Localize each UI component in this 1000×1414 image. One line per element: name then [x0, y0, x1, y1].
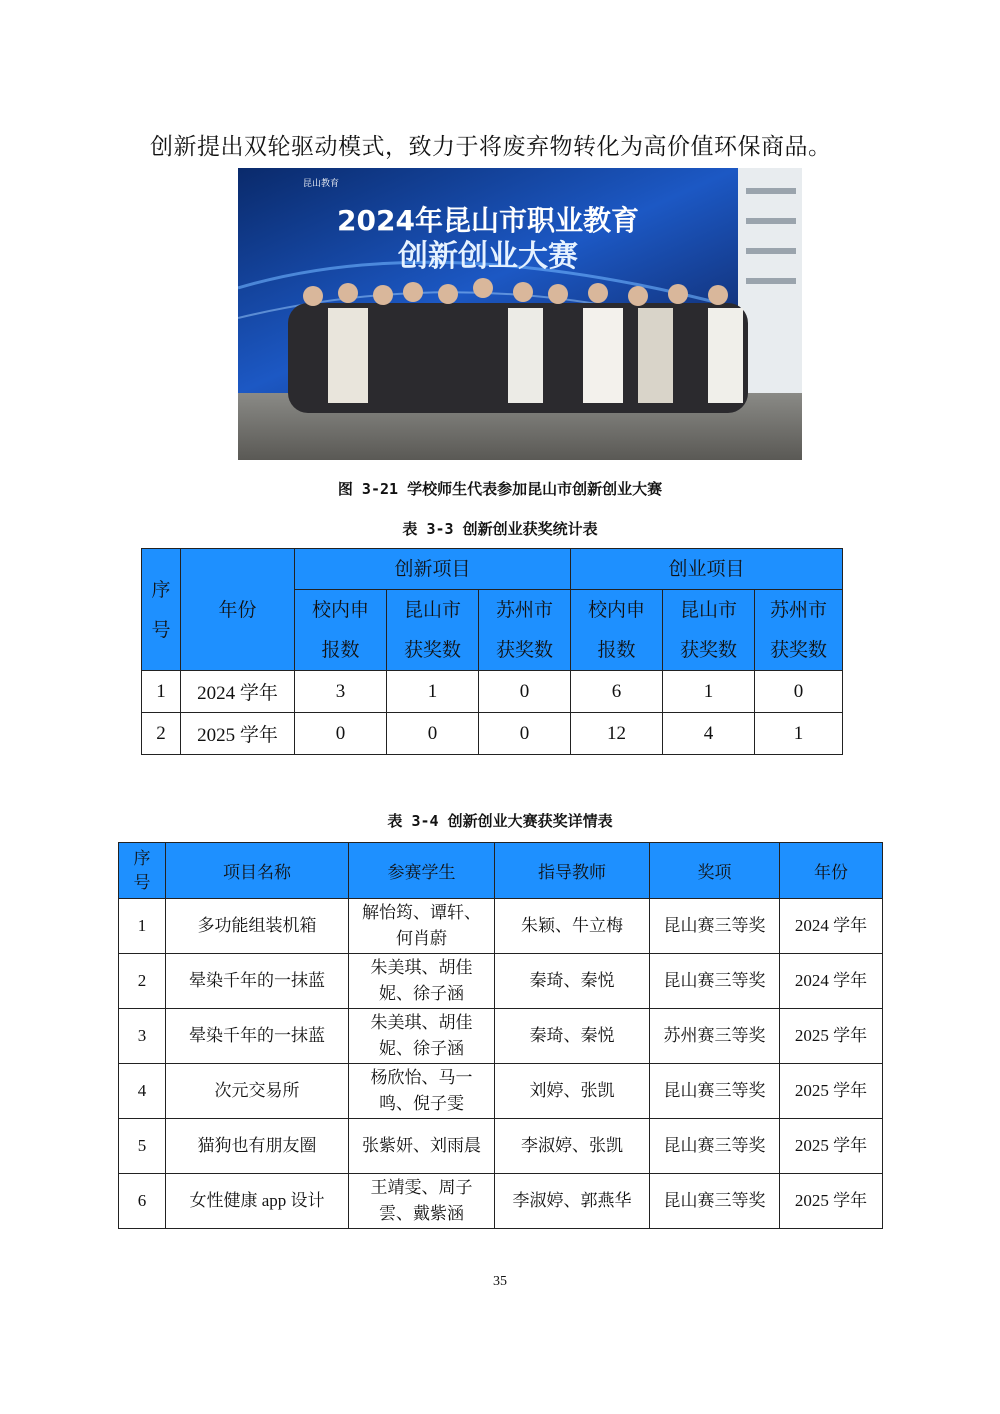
cell: 刘婷、张凯 — [495, 1064, 650, 1119]
cell: 2024 学年 — [780, 899, 883, 954]
header-seq: 序号 — [142, 549, 181, 671]
header-sub: 昆山市获奖数 — [387, 590, 479, 671]
cell: 6 — [571, 671, 663, 713]
table-row — [119, 1064, 883, 1119]
header-project: 项目名称 — [166, 843, 349, 899]
table2-caption: 表 3-4 创新创业大赛获奖详情表 — [387, 812, 613, 830]
header-sub: 苏州市获奖数 — [755, 590, 843, 671]
cell: 0 — [479, 671, 571, 713]
cell: 昆山赛三等奖 — [650, 1119, 780, 1174]
backdrop-title-2: 创新创业大赛 — [398, 239, 578, 274]
cell: 4 — [663, 713, 755, 755]
header-seq: 序号 — [119, 843, 166, 899]
cell: 0 — [387, 713, 479, 755]
cell: 次元交易所 — [166, 1064, 349, 1119]
cell: 苏州赛三等奖 — [650, 1009, 780, 1064]
cell: 1 — [142, 671, 181, 713]
cell: 解怡筠、谭轩、何肖蔚 — [349, 899, 495, 954]
table-row — [119, 1119, 883, 1174]
cell: 多功能组装机箱 — [166, 899, 349, 954]
cell: 4 — [119, 1064, 166, 1119]
table-row — [119, 1009, 883, 1064]
intro-paragraph: 创新提出双轮驱动模式，致力于将废弃物转化为高价值环保商品。 — [150, 134, 832, 160]
table1-caption: 表 3-3 创新创业获奖统计表 — [402, 520, 598, 538]
backdrop-title-1: 2024年昆山市职业教育 — [337, 204, 639, 237]
event-photo — [238, 168, 802, 460]
cell: 昆山赛三等奖 — [650, 899, 780, 954]
cell: 朱美琪、胡佳妮、徐子涵 — [349, 954, 495, 1009]
cell: 2025 学年 — [181, 713, 295, 755]
table-row — [142, 713, 843, 755]
header-sub: 昆山市获奖数 — [663, 590, 755, 671]
cell: 女性健康 app 设计 — [166, 1174, 349, 1229]
header-award: 奖项 — [650, 843, 780, 899]
cell: 3 — [119, 1009, 166, 1064]
cell: 李淑婷、郭燕华 — [495, 1174, 650, 1229]
header-sub: 苏州市获奖数 — [479, 590, 571, 671]
cell: 2025 学年 — [780, 1174, 883, 1229]
header-sub: 校内申报数 — [571, 590, 663, 671]
cell: 6 — [119, 1174, 166, 1229]
table-row — [119, 899, 883, 954]
header-innovation: 创新项目 — [295, 549, 571, 590]
cell: 秦琦、秦悦 — [495, 1009, 650, 1064]
cell: 2025 学年 — [780, 1119, 883, 1174]
cell: 2 — [142, 713, 181, 755]
header-sub: 校内申报数 — [295, 590, 387, 671]
cell: 猫狗也有朋友圈 — [166, 1119, 349, 1174]
page-number: 35 — [493, 1274, 507, 1289]
cell: 3 — [295, 671, 387, 713]
cell: 朱颖、牛立梅 — [495, 899, 650, 954]
event-photo-illustration — [238, 168, 802, 460]
cell: 昆山赛三等奖 — [650, 954, 780, 1009]
cell: 昆山赛三等奖 — [650, 1064, 780, 1119]
cell: 晕染千年的一抹蓝 — [166, 1009, 349, 1064]
table-row — [142, 671, 843, 713]
cell: 1 — [663, 671, 755, 713]
cell: 1 — [755, 713, 843, 755]
award-stats-table — [141, 548, 843, 755]
cell: 12 — [571, 713, 663, 755]
cell: 朱美琪、胡佳妮、徐子涵 — [349, 1009, 495, 1064]
header-students: 参赛学生 — [349, 843, 495, 899]
cell: 秦琦、秦悦 — [495, 954, 650, 1009]
cell: 王靖雯、周子雲、戴紫涵 — [349, 1174, 495, 1229]
figure-caption: 图 3-21 学校师生代表参加昆山市创新创业大赛 — [337, 480, 663, 498]
cell: 0 — [295, 713, 387, 755]
cell: 0 — [755, 671, 843, 713]
cell: 晕染千年的一抹蓝 — [166, 954, 349, 1009]
header-year: 年份 — [780, 843, 883, 899]
award-details-table — [118, 842, 883, 1229]
cell: 2024 学年 — [780, 954, 883, 1009]
table-row — [119, 1174, 883, 1229]
cell: 杨欣怡、马一鸣、倪子雯 — [349, 1064, 495, 1119]
cell: 张紫妍、刘雨晨 — [349, 1119, 495, 1174]
cell: 2025 学年 — [780, 1009, 883, 1064]
header-startup: 创业项目 — [571, 549, 843, 590]
logo-text: 昆山教育 — [303, 179, 340, 189]
cell: 1 — [387, 671, 479, 713]
cell: 昆山赛三等奖 — [650, 1174, 780, 1229]
cell: 5 — [119, 1119, 166, 1174]
table-row — [119, 954, 883, 1009]
cell: 李淑婷、张凯 — [495, 1119, 650, 1174]
cell: 2025 学年 — [780, 1064, 883, 1119]
header-teachers: 指导教师 — [495, 843, 650, 899]
cell: 1 — [119, 899, 166, 954]
header-year: 年份 — [181, 549, 295, 671]
cell: 2024 学年 — [181, 671, 295, 713]
cell: 0 — [479, 713, 571, 755]
cell: 2 — [119, 954, 166, 1009]
